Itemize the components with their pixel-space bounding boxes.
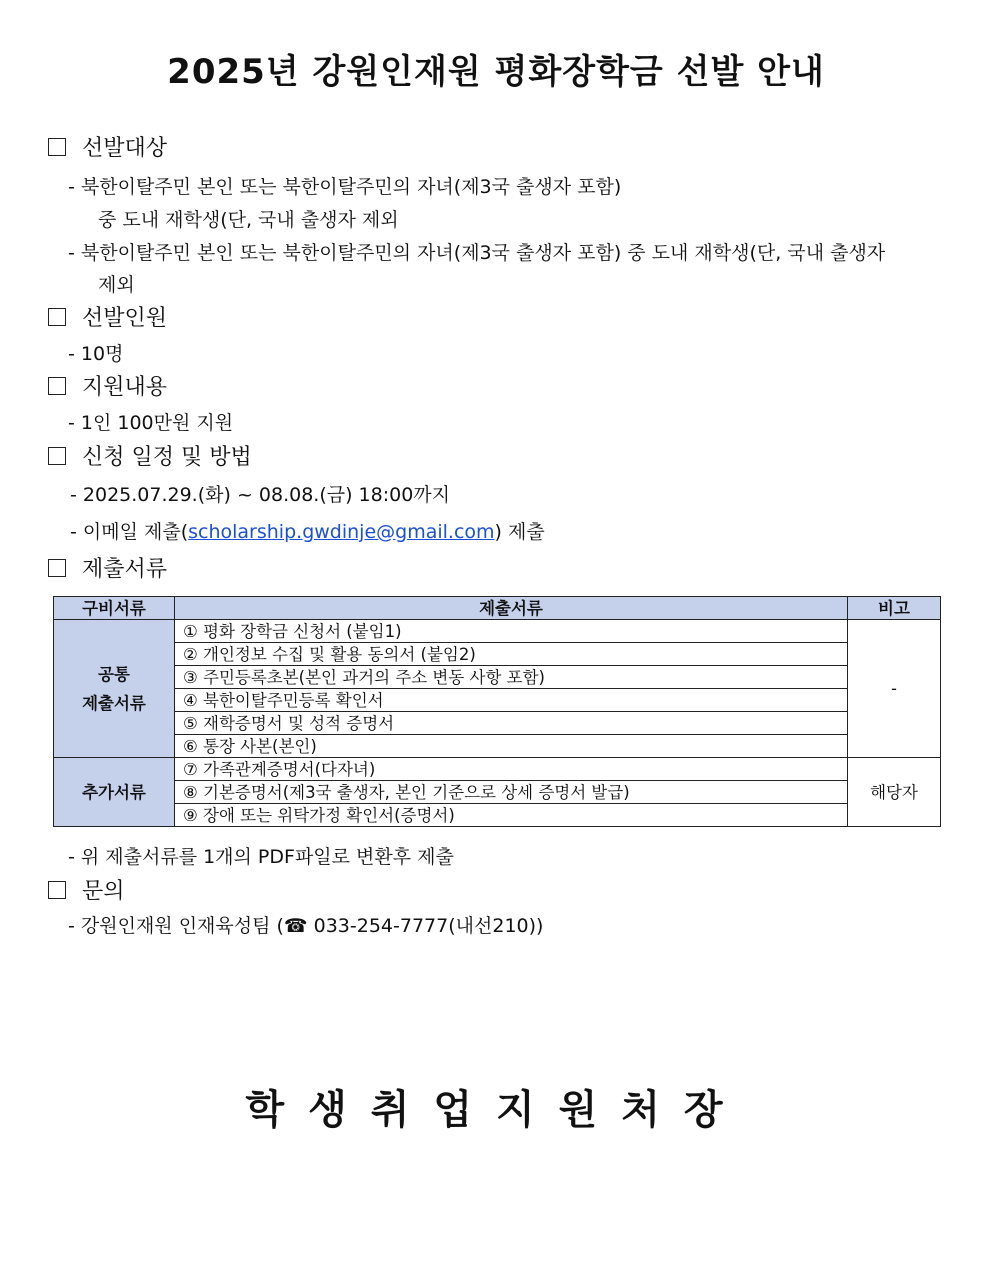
table-row (54, 735, 941, 758)
document-item: ⑨ 장애 또는 위탁가정 확인서(증명서) (175, 804, 848, 827)
section-title: 신청 일정 및 방법 (82, 445, 252, 470)
checkbox-square-icon (48, 377, 66, 395)
document-item: ③ 주민등록초본(본인 과거의 주소 변동 사항 포함) (175, 666, 848, 689)
target-line-2: 중 도내 재학생(단, 국내 출생자 제외 (98, 209, 399, 231)
document-item: ⑧ 기본증명서(제3국 출생자, 본인 기준으로 상세 증명서 발급) (175, 781, 848, 804)
schedule-line: - 2025.07.29.(화) ~ 08.08.(금) 18:00까지 (70, 484, 451, 506)
email-link[interactable]: scholarship.gwdinje@gmail.com (188, 521, 495, 543)
section-heading-schedule (48, 440, 252, 471)
section-title: 지원내용 (82, 375, 168, 400)
column-header-category: 구비서류 (54, 597, 175, 620)
table-row (54, 712, 941, 735)
table-row (54, 781, 941, 804)
email-suffix: ) 제출 (494, 521, 545, 543)
checkbox-square-icon (48, 447, 66, 465)
table-row (54, 804, 941, 827)
section-title: 선발대상 (82, 136, 168, 161)
target-line-4: 제외 (98, 274, 135, 296)
contact-line: - 강원인재원 인재육성팀 (☎ 033-254-7777(내선210)) (68, 915, 544, 937)
document-item: ① 평화 장학금 신청서 (붙임1) (175, 620, 848, 643)
table-header-row (54, 597, 941, 620)
note-extra: 해당자 (848, 758, 941, 827)
section-heading-contact (48, 874, 125, 905)
footer-signature: 학생취업지원처장 (245, 1087, 747, 1133)
section-heading-count (48, 301, 167, 332)
section-title: 선발인원 (82, 306, 168, 331)
support-line: - 1인 100만원 지원 (68, 412, 234, 434)
section-heading-target (48, 131, 167, 162)
table-row (54, 666, 941, 689)
document-item: ⑦ 가족관계증명서(다자녀) (175, 758, 848, 781)
category-common (54, 620, 175, 758)
category-label: 제출서류 (82, 693, 146, 713)
document-item: ④ 북한이탈주민등록 확인서 (175, 689, 848, 712)
checkbox-square-icon (48, 881, 66, 899)
document-item: ⑥ 통장 사본(본인) (175, 735, 848, 758)
section-heading-documents (48, 552, 167, 583)
category-extra: 추가서류 (54, 758, 175, 827)
table-row (54, 758, 941, 781)
category-label: 공통 (98, 664, 130, 684)
checkbox-square-icon (48, 138, 66, 156)
documents-table (53, 596, 941, 827)
table-row (54, 620, 941, 643)
section-title: 문의 (82, 879, 125, 904)
checkbox-square-icon (48, 308, 66, 326)
target-line-1: - 북한이탈주민 본인 또는 북한이탈주민의 자녀(제3국 출생자 포함) (68, 176, 622, 198)
column-header-note: 비고 (848, 597, 941, 620)
table-row (54, 643, 941, 666)
target-line-3: - 북한이탈주민 본인 또는 북한이탈주민의 자녀(제3국 출생자 포함) 중 도내 재학생(단, 국내 출생자 (68, 242, 886, 264)
checkbox-square-icon (48, 559, 66, 577)
document-item: ⑤ 재학증명서 및 성적 증명서 (175, 712, 848, 735)
table-row (54, 689, 941, 712)
document-item: ② 개인정보 수집 및 활용 동의서 (붙임2) (175, 643, 848, 666)
count-line: - 10명 (68, 343, 124, 365)
section-heading-support (48, 370, 167, 401)
email-line (70, 517, 545, 544)
column-header-documents: 제출서류 (175, 597, 848, 620)
documents-after-note: - 위 제출서류를 1개의 PDF파일로 변환후 제출 (68, 846, 454, 868)
page-title: 2025년 강원인재원 평화장학금 선발 안내 (167, 52, 825, 92)
email-prefix: - 이메일 제출( (70, 521, 189, 543)
note-common: - (848, 620, 941, 758)
section-title: 제출서류 (82, 557, 168, 582)
